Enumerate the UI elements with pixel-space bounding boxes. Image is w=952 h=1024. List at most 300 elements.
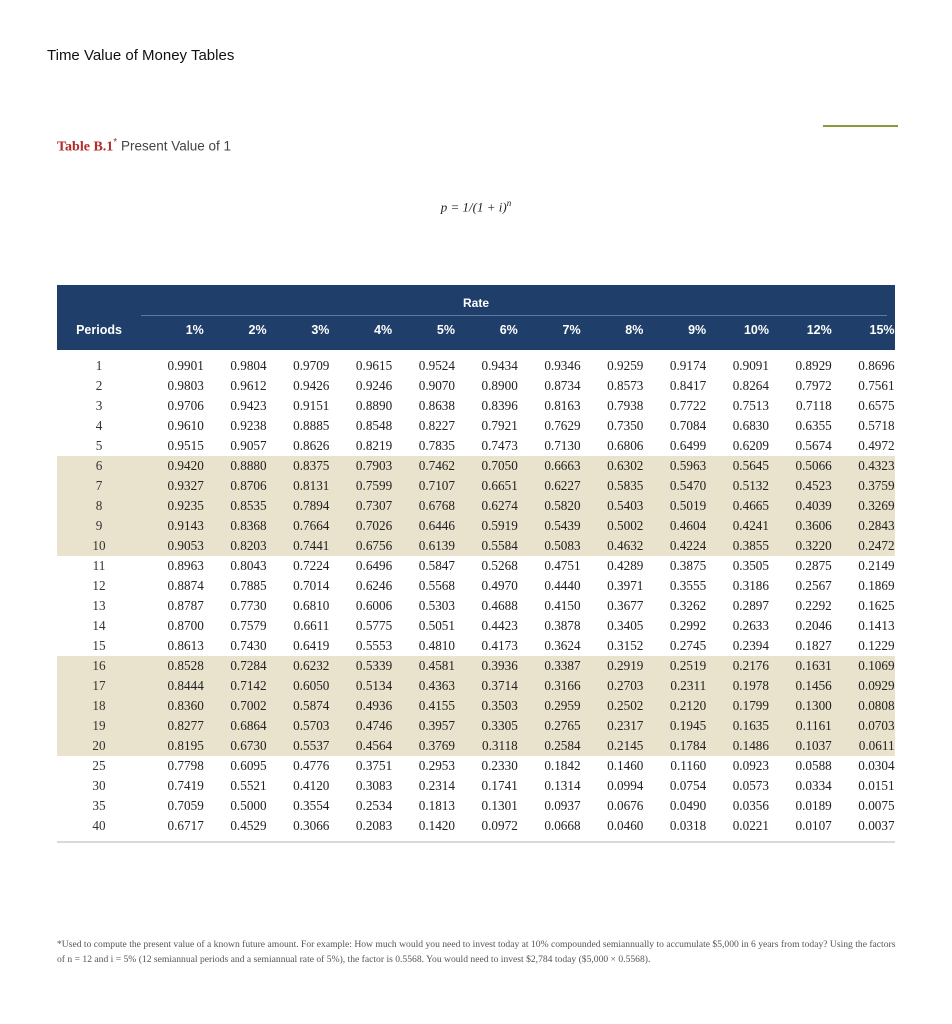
factor-cell: 0.8396 <box>481 398 518 413</box>
factor-cell: 0.4120 <box>293 778 330 793</box>
period-cell: 9 <box>95 518 103 533</box>
factor-cell: 0.0923 <box>732 758 769 773</box>
factor-cell: 0.5963 <box>669 458 707 473</box>
factor-cell: 0.3262 <box>669 598 707 613</box>
period-cell: 2 <box>95 378 103 393</box>
table-row <box>57 636 895 656</box>
factor-cell: 0.1161 <box>795 718 832 733</box>
factor-cell: 0.5000 <box>230 798 267 813</box>
factor-cell: 0.4423 <box>481 618 518 633</box>
table-row <box>57 496 895 516</box>
factor-cell: 0.8880 <box>230 458 267 473</box>
factor-cell: 0.7885 <box>230 578 267 593</box>
factor-cell: 0.6810 <box>293 598 330 613</box>
factor-cell: 0.7419 <box>167 778 204 793</box>
factor-cell: 0.4241 <box>732 518 769 533</box>
factor-cell: 0.7462 <box>418 458 455 473</box>
factor-cell: 0.9143 <box>167 518 204 533</box>
factor-cell: 0.2317 <box>607 718 644 733</box>
factor-cell: 0.3118 <box>482 738 518 753</box>
factor-cell: 0.7921 <box>481 418 518 433</box>
factor-cell: 0.1741 <box>481 778 518 793</box>
table-row <box>57 456 895 476</box>
factor-cell: 0.1978 <box>732 678 769 693</box>
factor-cell: 0.9259 <box>607 358 644 373</box>
period-cell: 4 <box>95 418 103 433</box>
factor-cell: 0.4150 <box>544 598 581 613</box>
factor-cell: 0.0221 <box>732 818 769 833</box>
rate-column-header: 15% <box>869 323 895 337</box>
factor-cell: 0.9174 <box>669 358 707 373</box>
factor-cell: 0.4440 <box>544 578 581 593</box>
period-cell: 17 <box>92 678 106 693</box>
factor-cell: 0.1456 <box>795 678 832 693</box>
factor-cell: 0.2584 <box>544 738 581 753</box>
factor-cell: 0.8734 <box>544 378 581 393</box>
factor-cell: 0.0588 <box>795 758 832 773</box>
factor-cell: 0.0754 <box>669 778 707 793</box>
factor-cell: 0.4970 <box>481 578 518 593</box>
factor-cell: 0.5537 <box>293 738 330 753</box>
factor-cell: 0.8929 <box>795 358 832 373</box>
factor-cell: 0.8548 <box>355 418 393 433</box>
rate-column-header: 6% <box>499 323 518 337</box>
factor-cell: 0.3677 <box>607 598 644 613</box>
factor-cell: 0.5470 <box>669 478 707 493</box>
factor-cell: 0.9238 <box>230 418 267 433</box>
table-row <box>57 536 895 556</box>
factor-cell: 0.5521 <box>230 778 267 793</box>
table-name: Present Value of 1 <box>120 138 232 154</box>
factor-cell: 0.9057 <box>230 438 267 453</box>
factor-cell: 0.0304 <box>858 758 895 773</box>
rate-column-header: 2% <box>248 323 267 337</box>
factor-cell: 0.9803 <box>167 378 204 393</box>
factor-cell: 0.7118 <box>795 398 832 413</box>
factor-cell: 0.6768 <box>418 498 455 513</box>
factor-cell: 0.9901 <box>167 358 204 373</box>
factor-cell: 0.2745 <box>669 638 707 653</box>
factor-cell: 0.6730 <box>230 738 267 753</box>
factor-cell: 0.8885 <box>293 418 330 433</box>
table-row <box>57 756 895 776</box>
factor-cell: 0.0676 <box>607 798 644 813</box>
factor-cell: 0.2875 <box>795 558 832 573</box>
factor-cell: 0.0334 <box>795 778 832 793</box>
factor-cell: 0.6139 <box>418 538 455 553</box>
factor-cell: 0.3405 <box>607 618 644 633</box>
factor-cell: 0.8264 <box>732 378 769 393</box>
factor-cell: 0.6246 <box>355 578 393 593</box>
factor-cell: 0.2567 <box>795 578 832 593</box>
factor-cell: 0.8696 <box>858 358 895 373</box>
factor-cell: 0.0151 <box>858 778 895 793</box>
factor-cell: 0.1635 <box>732 718 769 733</box>
factor-cell: 0.9610 <box>167 418 204 433</box>
factor-cell: 0.5568 <box>418 578 455 593</box>
factor-cell: 0.6496 <box>355 558 393 573</box>
factor-cell: 0.8573 <box>607 378 644 393</box>
factor-cell: 0.3083 <box>355 778 393 793</box>
factor-cell: 0.5775 <box>355 618 393 633</box>
factor-cell: 0.6756 <box>355 538 393 553</box>
table-row <box>57 676 895 696</box>
factor-cell: 0.2765 <box>544 718 581 733</box>
factor-cell: 0.0037 <box>858 818 895 833</box>
factor-cell: 0.4746 <box>355 718 393 733</box>
factor-cell: 0.6864 <box>230 718 267 733</box>
rate-column-header: 12% <box>806 323 832 337</box>
factor-cell: 0.6006 <box>355 598 393 613</box>
factor-cell: 0.1945 <box>669 718 707 733</box>
factor-cell: 0.6717 <box>167 818 204 833</box>
factor-cell: 0.9615 <box>355 358 393 373</box>
factor-cell: 0.2502 <box>607 698 644 713</box>
factor-cell: 0.6302 <box>607 458 644 473</box>
period-cell: 12 <box>92 578 106 593</box>
factor-cell: 0.4039 <box>795 498 832 513</box>
factor-cell: 0.5066 <box>795 458 832 473</box>
factor-cell: 0.9434 <box>481 358 518 373</box>
factor-cell: 0.2046 <box>795 618 832 633</box>
formula-base: p = 1/(1 + i) <box>440 199 507 215</box>
present-value-table <box>57 285 895 843</box>
table-row <box>57 616 895 636</box>
factor-cell: 0.9053 <box>167 538 204 553</box>
rate-column-header: 9% <box>688 323 707 337</box>
factor-cell: 0.6446 <box>418 518 455 533</box>
factor-cell: 0.2149 <box>858 558 895 573</box>
factor-cell: 0.9070 <box>418 378 455 393</box>
factor-cell: 0.6806 <box>607 438 644 453</box>
factor-cell: 0.8444 <box>167 678 204 693</box>
factor-cell: 0.2330 <box>481 758 518 773</box>
factor-cell: 0.6209 <box>732 438 769 453</box>
factor-cell: 0.4173 <box>481 638 518 653</box>
factor-cell: 0.1069 <box>858 658 895 673</box>
factor-cell: 0.7059 <box>167 798 204 813</box>
factor-cell: 0.6499 <box>669 438 707 453</box>
factor-cell: 0.8900 <box>481 378 518 393</box>
factor-cell: 0.3503 <box>481 698 518 713</box>
factor-cell: 0.2843 <box>858 518 895 533</box>
factor-cell: 0.6095 <box>230 758 267 773</box>
factor-cell: 0.6651 <box>481 478 518 493</box>
factor-cell: 0.8227 <box>418 418 455 433</box>
factor-cell: 0.7026 <box>355 518 393 533</box>
table-row <box>57 436 895 456</box>
factor-cell: 0.3875 <box>669 558 707 573</box>
table-caption <box>57 137 231 156</box>
factor-cell: 0.3505 <box>732 558 769 573</box>
factor-cell: 0.7629 <box>544 418 581 433</box>
factor-cell: 0.3555 <box>669 578 707 593</box>
factor-cell: 0.8043 <box>230 558 267 573</box>
factor-cell: 0.2120 <box>669 698 707 713</box>
factor-cell: 0.3606 <box>795 518 832 533</box>
factor-cell: 0.9706 <box>167 398 204 413</box>
table-label-mark: * <box>113 137 118 148</box>
factor-cell: 0.7513 <box>732 398 769 413</box>
table-row <box>57 776 895 796</box>
factor-cell: 0.2145 <box>607 738 644 753</box>
factor-cell: 0.2311 <box>670 678 707 693</box>
factor-cell: 0.2703 <box>607 678 644 693</box>
factor-cell: 0.8874 <box>167 578 204 593</box>
factor-cell: 0.4688 <box>481 598 518 613</box>
factor-cell: 0.4581 <box>418 658 455 673</box>
factor-cell: 0.1631 <box>795 658 832 673</box>
factor-cell: 0.3554 <box>293 798 330 813</box>
factor-cell: 0.7142 <box>230 678 267 693</box>
factor-cell: 0.2176 <box>732 658 769 673</box>
factor-cell: 0.7441 <box>293 538 330 553</box>
factor-cell: 0.4224 <box>669 538 707 553</box>
formula-exponent: n <box>506 198 512 208</box>
factor-cell: 0.2519 <box>669 658 707 673</box>
factor-cell: 0.9246 <box>355 378 393 393</box>
factor-cell: 0.8277 <box>167 718 204 733</box>
factor-cell: 0.8203 <box>230 538 267 553</box>
factor-cell: 0.5083 <box>544 538 581 553</box>
rate-column-header: 1% <box>185 323 204 337</box>
period-cell: 3 <box>95 398 103 413</box>
factor-cell: 0.2472 <box>858 538 895 553</box>
factor-cell: 0.8219 <box>355 438 393 453</box>
factor-cell: 0.1842 <box>544 758 581 773</box>
decorative-rule <box>823 125 898 127</box>
factor-cell: 0.1486 <box>732 738 769 753</box>
rate-column-header: 7% <box>562 323 581 337</box>
factor-cell: 0.7130 <box>544 438 581 453</box>
factor-cell: 0.6227 <box>544 478 581 493</box>
table-row <box>57 596 895 616</box>
factor-cell: 0.5339 <box>355 658 393 673</box>
footnote: *Used to compute the present value of a known future amount. For example: How much would you need to invest today at 10% compounded semiannually to accumulate $5,000 in 6 years from today? Using the factors of n = 12 and i = 5% (12 semiannual periods and a semiannual rate of 5%), the factor is 0.5568. You would need to invest $2,784 today ($5,000 × 0.5568). <box>57 939 896 965</box>
factor-cell: 0.5268 <box>481 558 518 573</box>
factor-cell: 0.0994 <box>607 778 644 793</box>
factor-cell: 0.7224 <box>293 558 330 573</box>
factor-cell: 0.5703 <box>293 718 330 733</box>
factor-cell: 0.0107 <box>795 818 832 833</box>
factor-cell: 0.0356 <box>732 798 769 813</box>
factor-cell: 0.2953 <box>418 758 455 773</box>
rate-header: Rate <box>462 296 489 310</box>
factor-cell: 0.4751 <box>544 558 581 573</box>
factor-cell: 0.8417 <box>669 378 707 393</box>
factor-cell: 0.2633 <box>732 618 769 633</box>
factor-cell: 0.3269 <box>858 498 895 513</box>
rate-column-header: 5% <box>436 323 455 337</box>
table-row <box>57 796 895 816</box>
factor-cell: 0.0929 <box>858 678 895 693</box>
period-cell: 19 <box>92 718 106 733</box>
factor-cell: 0.5847 <box>418 558 455 573</box>
factor-cell: 0.1229 <box>858 638 895 653</box>
factor-cell: 0.1314 <box>544 778 581 793</box>
factor-cell: 0.1037 <box>795 738 832 753</box>
factor-cell: 0.6419 <box>293 638 330 653</box>
factor-cell: 0.8638 <box>418 398 455 413</box>
factor-cell: 0.7730 <box>230 598 267 613</box>
factor-cell: 0.7107 <box>418 478 455 493</box>
factor-cell: 0.3855 <box>732 538 769 553</box>
factor-cell: 0.5718 <box>858 418 895 433</box>
table-row <box>57 416 895 436</box>
factor-cell: 0.1625 <box>858 598 895 613</box>
factor-cell: 0.1160 <box>670 758 707 773</box>
rate-header-rule <box>141 315 887 316</box>
factor-cell: 0.8963 <box>167 558 204 573</box>
factor-cell: 0.3186 <box>732 578 769 593</box>
factor-cell: 0.3971 <box>607 578 644 593</box>
factor-cell: 0.7599 <box>355 478 393 493</box>
factor-cell: 0.1301 <box>481 798 518 813</box>
factor-cell: 0.8787 <box>167 598 204 613</box>
factor-cell: 0.4529 <box>230 818 267 833</box>
factor-cell: 0.8368 <box>230 518 267 533</box>
period-cell: 10 <box>92 538 106 553</box>
factor-cell: 0.9804 <box>230 358 267 373</box>
factor-cell: 0.3759 <box>858 478 895 493</box>
factor-cell: 0.4155 <box>418 698 455 713</box>
factor-cell: 0.7002 <box>230 698 267 713</box>
factor-cell: 0.4604 <box>669 518 707 533</box>
period-cell: 13 <box>92 598 106 613</box>
period-cell: 14 <box>92 618 106 633</box>
factor-cell: 0.9327 <box>167 478 204 493</box>
factor-cell: 0.1420 <box>418 818 455 833</box>
period-cell: 16 <box>92 658 106 673</box>
factor-cell: 0.0490 <box>669 798 707 813</box>
factor-cell: 0.3166 <box>544 678 581 693</box>
factor-cell: 0.5051 <box>418 618 455 633</box>
factor-cell: 0.4323 <box>858 458 895 473</box>
factor-cell: 0.2083 <box>355 818 393 833</box>
factor-cell: 0.9420 <box>167 458 204 473</box>
factor-cell: 0.5134 <box>355 678 393 693</box>
factor-cell: 0.1413 <box>858 618 895 633</box>
factor-cell: 0.0668 <box>544 818 581 833</box>
factor-cell: 0.6611 <box>293 618 330 633</box>
period-cell: 35 <box>92 798 106 813</box>
factor-cell: 0.4776 <box>293 758 330 773</box>
factor-cell: 0.4632 <box>607 538 644 553</box>
factor-cell: 0.5303 <box>418 598 455 613</box>
factor-cell: 0.1300 <box>795 698 832 713</box>
period-cell: 1 <box>95 358 103 373</box>
factor-cell: 0.7835 <box>418 438 455 453</box>
rate-column-header: 10% <box>743 323 769 337</box>
factor-cell: 0.5820 <box>544 498 581 513</box>
factor-cell: 0.7938 <box>607 398 644 413</box>
period-cell: 30 <box>92 778 106 793</box>
factor-cell: 0.7561 <box>858 378 895 393</box>
table-row <box>57 576 895 596</box>
factor-cell: 0.5553 <box>355 638 393 653</box>
factor-cell: 0.6232 <box>293 658 330 673</box>
factor-cell: 0.2314 <box>418 778 455 793</box>
factor-cell: 0.0075 <box>858 798 895 813</box>
period-cell: 40 <box>92 818 106 833</box>
factor-cell: 0.2992 <box>669 618 707 633</box>
factor-cell: 0.6274 <box>481 498 518 513</box>
factor-cell: 0.5584 <box>481 538 518 553</box>
period-cell: 8 <box>95 498 103 513</box>
factor-cell: 0.6050 <box>293 678 330 693</box>
factor-cell: 0.3878 <box>544 618 581 633</box>
factor-cell: 0.6355 <box>795 418 832 433</box>
factor-cell: 0.0460 <box>607 818 644 833</box>
factor-cell: 0.0703 <box>858 718 895 733</box>
factor-cell: 0.8613 <box>167 638 204 653</box>
factor-cell: 0.7903 <box>355 458 393 473</box>
factor-cell: 0.7307 <box>355 498 393 513</box>
table-row <box>57 656 895 676</box>
factor-cell: 0.3066 <box>293 818 330 833</box>
table-row <box>57 376 895 396</box>
period-cell: 7 <box>95 478 103 493</box>
table-row <box>57 396 895 416</box>
factor-cell: 0.2919 <box>607 658 644 673</box>
factor-cell: 0.0611 <box>858 738 895 753</box>
table-row <box>57 556 895 576</box>
factor-cell: 0.2897 <box>732 598 769 613</box>
table-row <box>57 736 895 756</box>
factor-cell: 0.2534 <box>355 798 393 813</box>
factor-cell: 0.1799 <box>732 698 769 713</box>
table-bottom-rule <box>57 841 895 843</box>
factor-cell: 0.5674 <box>795 438 832 453</box>
factor-cell: 0.3936 <box>481 658 518 673</box>
factor-cell: 0.7350 <box>607 418 644 433</box>
factor-cell: 0.5645 <box>732 458 769 473</box>
factor-cell: 0.3769 <box>418 738 455 753</box>
factor-cell: 0.9426 <box>293 378 330 393</box>
factor-cell: 0.2959 <box>544 698 581 713</box>
factor-cell: 0.5919 <box>481 518 518 533</box>
factor-cell: 0.1784 <box>669 738 707 753</box>
factor-cell: 0.7050 <box>481 458 518 473</box>
factor-cell: 0.8163 <box>544 398 581 413</box>
factor-cell: 0.0972 <box>481 818 518 833</box>
factor-cell: 0.9612 <box>230 378 267 393</box>
rate-column-header: 4% <box>374 323 393 337</box>
factor-cell: 0.0808 <box>858 698 895 713</box>
factor-cell: 0.7084 <box>669 418 707 433</box>
factor-cell: 0.4810 <box>418 638 455 653</box>
factor-cell: 0.1827 <box>795 638 832 653</box>
factor-cell: 0.7284 <box>230 658 267 673</box>
factor-cell: 0.1869 <box>858 578 895 593</box>
factor-cell: 0.8890 <box>355 398 393 413</box>
factor-cell: 0.6575 <box>858 398 895 413</box>
table-body <box>57 350 895 841</box>
factor-cell: 0.7664 <box>293 518 330 533</box>
factor-cell: 0.6663 <box>544 458 581 473</box>
factor-cell: 0.3387 <box>544 658 581 673</box>
period-cell: 20 <box>92 738 106 753</box>
factor-cell: 0.0318 <box>669 818 707 833</box>
formula <box>0 198 952 215</box>
period-cell: 11 <box>92 558 106 573</box>
rate-column-header: 8% <box>625 323 644 337</box>
factor-cell: 0.3751 <box>355 758 393 773</box>
factor-cell: 0.2292 <box>795 598 832 613</box>
factor-cell: 0.9235 <box>167 498 204 513</box>
factor-cell: 0.7014 <box>293 578 330 593</box>
table-row <box>57 716 895 736</box>
